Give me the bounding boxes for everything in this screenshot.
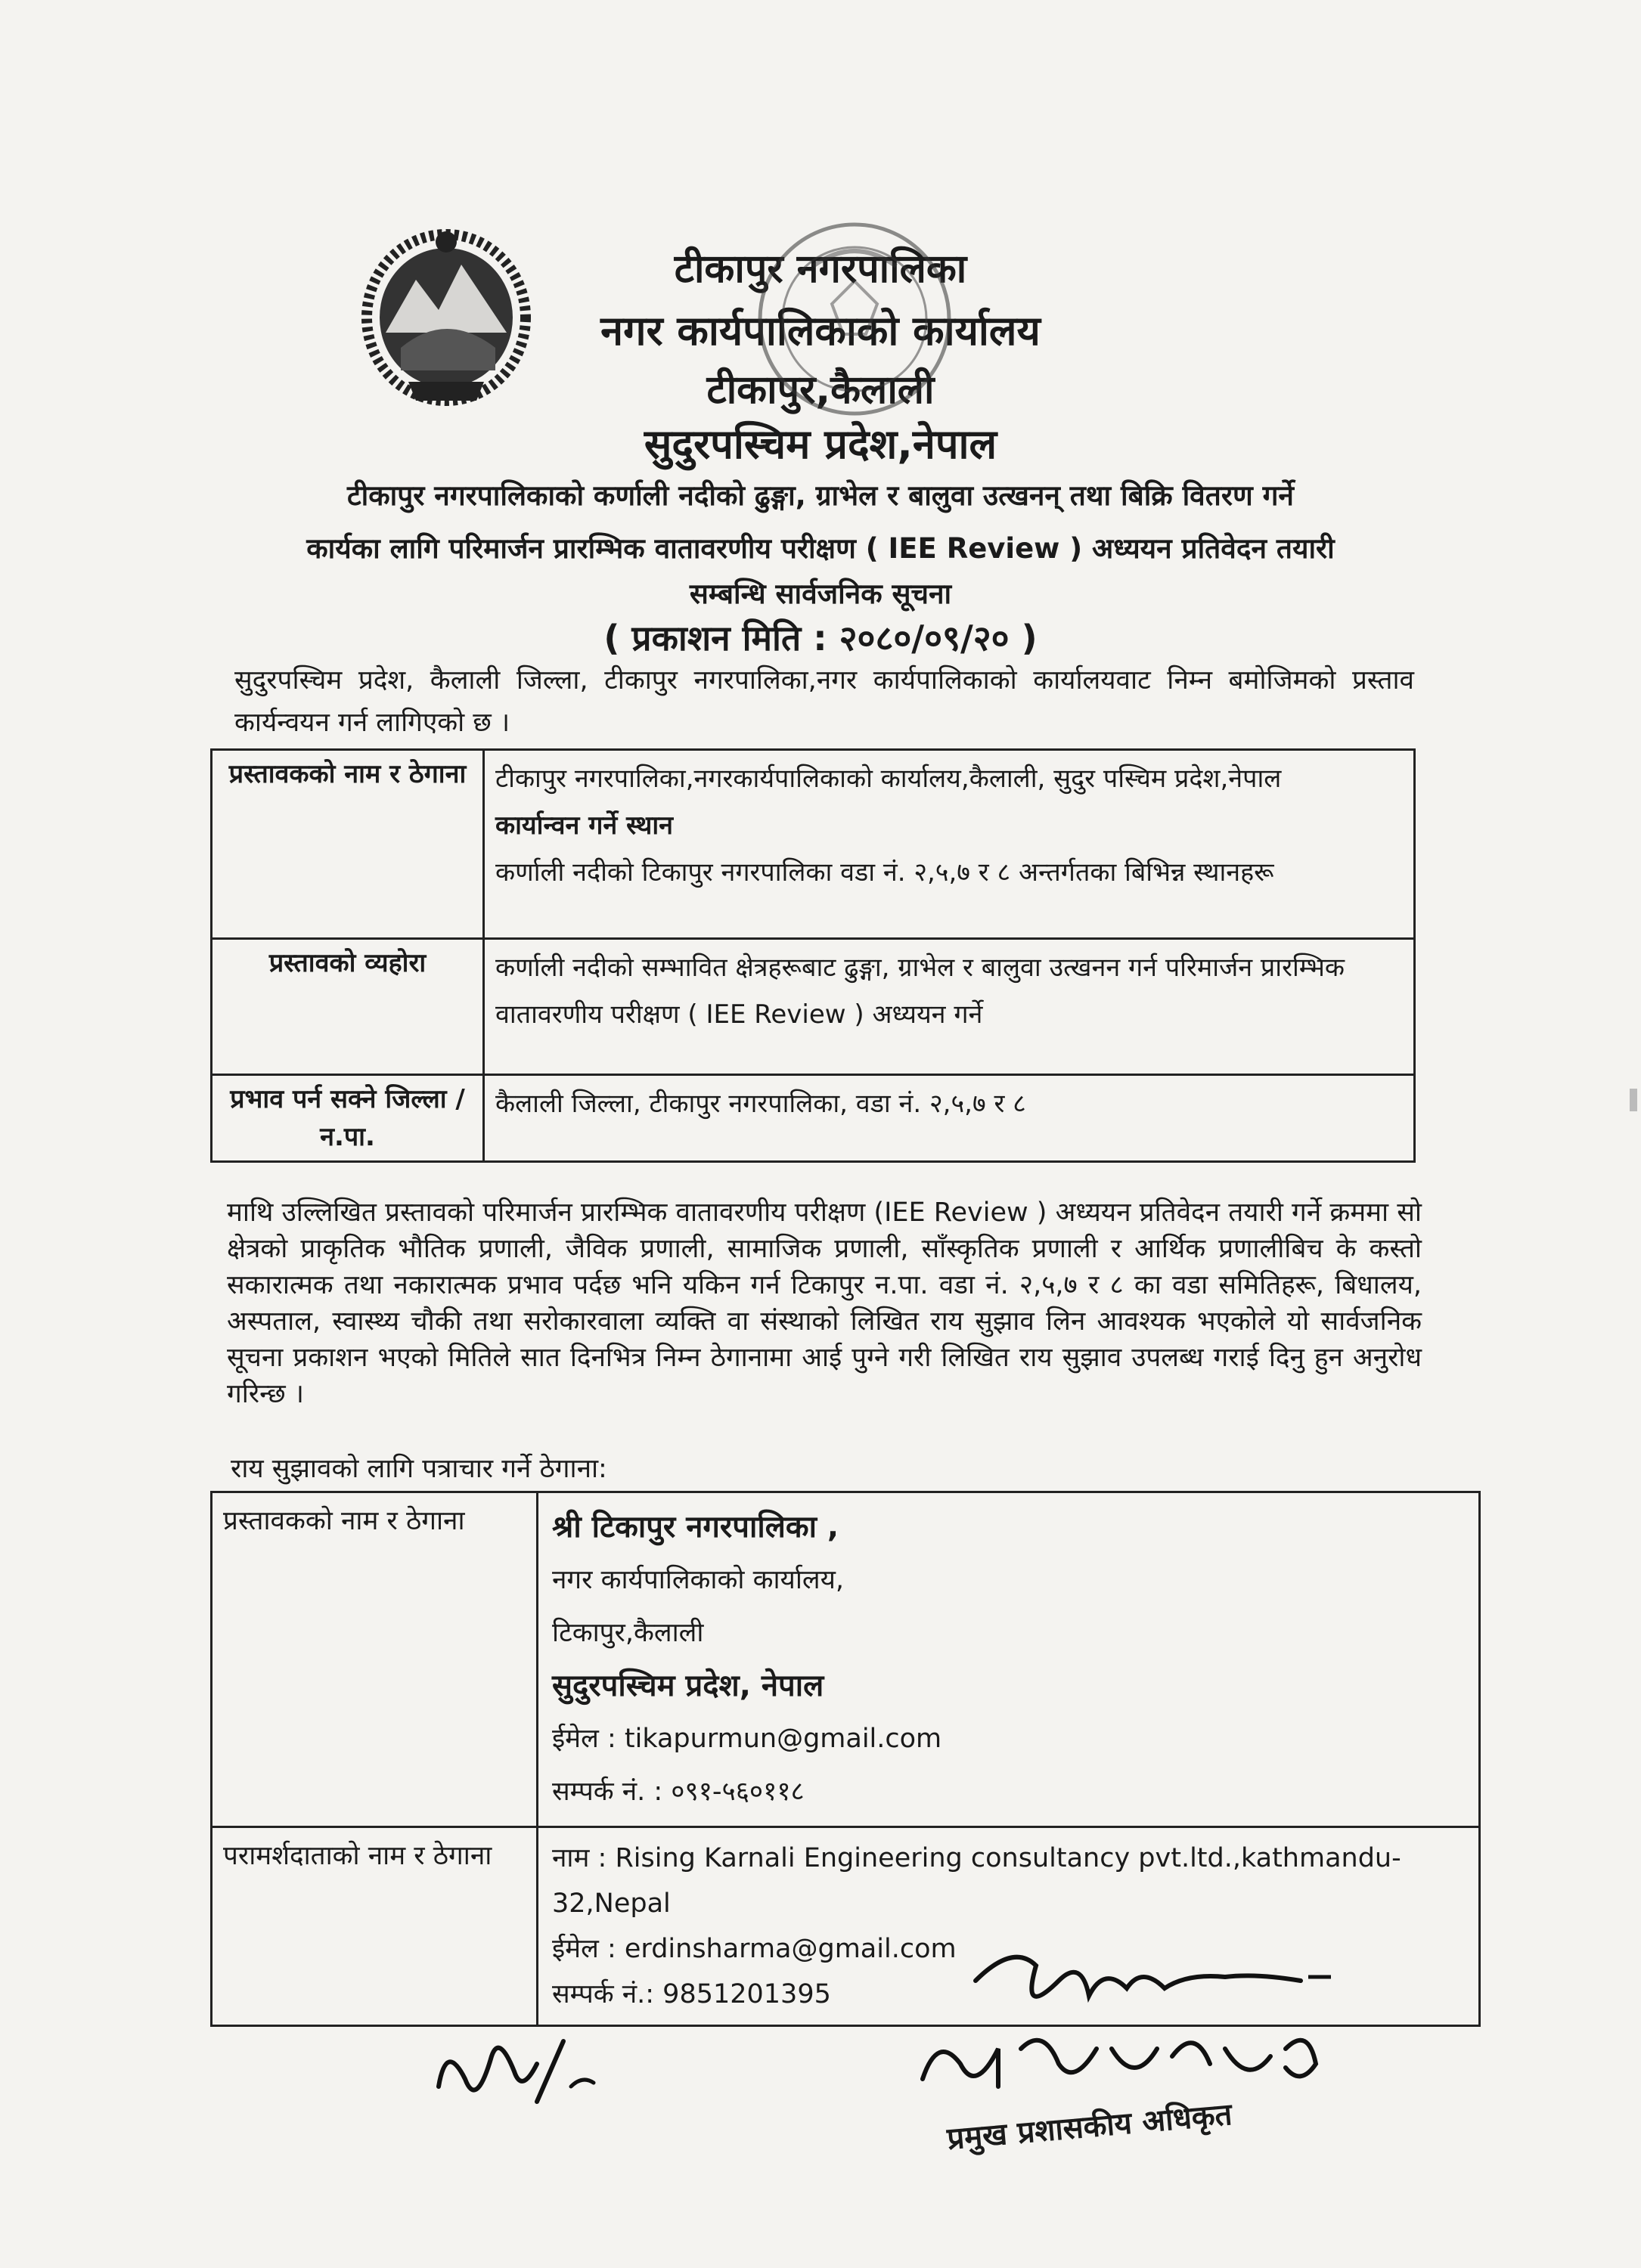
notice-title-line-2: कार्यका लागि परिमार्जन प्रारम्भिक वातावरणीय परीक्षण ( IEE Review ) अध्ययन प्रतिवेदन तयारी — [306, 532, 1335, 565]
consultant-email: ईमेल : erdinsharma@gmail.com — [552, 1934, 957, 1964]
office-location: टीकापुर,कैलाली — [706, 367, 935, 413]
province-name: सुदुरपस्चिम प्रदेश,नेपाल — [644, 420, 997, 468]
implementation-site: कर्णाली नदीको टिकापुर नगरपालिका वडा नं. २,५,७ र ८ अन्तर्गतका बिभिन्न स्थानहरू — [495, 857, 1274, 888]
notice-title-line-3: सम्बन्धि सार्वजनिक सूचना — [689, 578, 952, 610]
proposal-subject-label: प्रस्तावको व्यहोरा — [212, 939, 484, 1075]
proposal-table — [210, 748, 1416, 1163]
proposal-subject-value: कर्णाली नदीको सम्भावित क्षेत्रहरूबाट ढुङ्गा, ग्राभेल र बालुवा उत्खनन गर्न परिमार्जन प्रारम्भिक वातावरणीय परीक्षण ( IEE Review ) अध्ययन गर्ने — [484, 939, 1415, 1075]
officer-signature — [907, 1935, 1361, 2117]
intro-paragraph: सुदुरपस्चिम प्रदेश, कैलाली जिल्ला, टीकापुर नगरपालिका,नगर कार्यपालिकाको कार्यालयवाट निम्न बमोजिमको प्रस्ताव कार्यन्वयन गर्न लागिएको छ । — [234, 665, 1414, 738]
table-row — [212, 1075, 1415, 1162]
contact-proponent-label: प्रस्तावकको नाम र ठेगाना — [212, 1492, 538, 1827]
municipality-name: टीकापुर नगरपालिका — [674, 246, 967, 292]
proponent-name: श्री टिकापुर नगरपालिका , — [552, 1510, 839, 1545]
proponent-address: टीकापुर नगरपालिका,नगरकार्यपालिकाको कार्यालय,कैलाली, सुदुर पस्चिम प्रदेश,नेपाल — [495, 764, 1282, 794]
proponent-office: नगर कार्यपालिकाको कार्यालय, — [552, 1565, 845, 1595]
implementation-site-heading: कार्यान्वन गर्ने स्थान — [495, 810, 674, 841]
request-paragraph: माथि उल्लिखित प्रस्तावको परिमार्जन प्रारम्भिक वातावरणीय परीक्षण (IEE Review ) अध्ययन प्रतिवेदन तयारी गर्ने क्रममा सो क्षेत्रको प्राकृतिक भौतिक प्रणाली, जैविक प्रणाली, सामाजिक प्रणाली, साँस्कृतिक प्रणाली र आर्थिक प्रणालीबिच के कस्तो सकारात्मक तथा नकारात्मक प्रभाव पर्दछ भनि यकिन गर्न टिकापुर न.पा. वडा नं. २,५,७ र ८ का वडा समितिहरू, बिधालय, अस्पताल, स्वास्थ्य चौकी तथा सरोकारवाला व्यक्ति वा संस्थाको लिखित राय सुझाव लिन आवश्यक भएकोले यो सार्वजनिक सूचना प्रकाशन भएको मितिले सात दिनभित्र निम्न ठेगानामा आई पुग्ने गरी लिखित राय सुझाव उपलब्ध गराई दिनु हुन अनुरोध गरिन्छ । — [227, 1198, 1422, 1409]
signatory-title: प्रमुख प्रशासकीय अधिकृत — [945, 2097, 1234, 2157]
proponent-province: सुदुरपस्चिम प्रदेश, नेपाल — [552, 1668, 824, 1703]
proponent-phone: सम्पर्क नं. : ०९१-५६०११८ — [552, 1777, 805, 1807]
table-row — [212, 939, 1415, 1075]
office-name: नगर कार्यपालिकाको कार्यालय — [600, 307, 1041, 355]
table-row — [212, 750, 1415, 939]
affected-area-label: प्रभाव पर्न सक्ने जिल्ला / न.पा. — [212, 1075, 484, 1162]
publication-date: ( प्रकाशन मिति : २०८०/०९/२० ) — [603, 618, 1038, 658]
proponent-label: प्रस्तावकको नाम र ठेगाना — [212, 750, 484, 939]
proponent-value — [484, 750, 1415, 939]
proponent-city: टिकापुर,कैलाली — [552, 1618, 704, 1648]
consultant-label: परामर्शदाताको नाम र ठेगाना — [212, 1827, 538, 2026]
proponent-email: ईमेल : tikapurmun@gmail.com — [552, 1724, 942, 1754]
notice-title-line-1: टीकापुर नगरपालिकाको कर्णाली नदीको ढुङ्गा, ग्राभेल र बालुवा उत्खनन् तथा बिक्रि वितरण गर्ने — [347, 479, 1294, 512]
contact-proponent-value — [538, 1492, 1480, 1827]
table-row — [212, 1492, 1480, 1827]
contact-heading: राय सुझावको लागि पत्राचार गर्ने ठेगाना: — [231, 1454, 607, 1484]
consultant-name: नाम : Rising Karnali Engineering consultancy pvt.ltd.,kathmandu-32,Nepal — [552, 1843, 1401, 1919]
office-stamp — [741, 213, 968, 425]
consultant-phone: सम्पर्क नं.: 9851201395 — [552, 1979, 831, 2009]
initials-signature — [423, 2011, 605, 2124]
affected-area-value: कैलाली जिल्ला, टीकापुर नगरपालिका, वडा नं. २,५,७ र ८ — [484, 1075, 1415, 1162]
margin-mark — [1630, 1089, 1637, 1111]
